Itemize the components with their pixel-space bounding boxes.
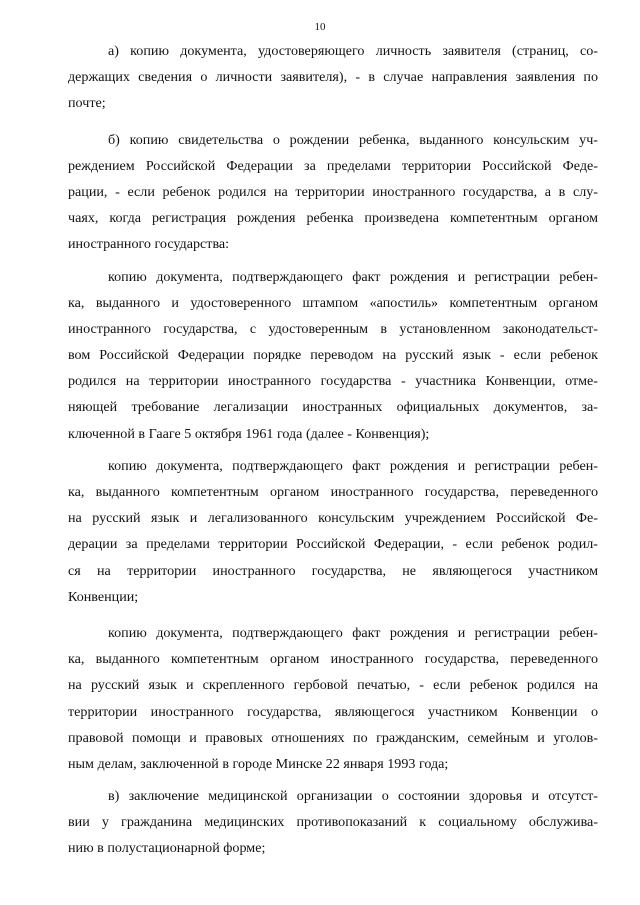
text-line: нию в полустационарной форме;	[68, 840, 266, 857]
text-line: вом Российской Федерации порядке переводом на русский язык - если ребенок	[68, 347, 598, 364]
text-line: чаях, когда регистрация рождения ребенка произведена компетентным органом	[68, 210, 598, 227]
paragraph-legalized	[68, 453, 598, 610]
text-line: няющей требование легализации иностранных официальных документов, за-	[68, 399, 598, 416]
text-line: ным делам, заключенной в городе Минске 22 января 1993 года;	[68, 755, 449, 772]
text-line: территории иностранного государства, являющегося участником Конвенции о	[68, 703, 598, 720]
text-line: копию документа, подтверждающего факт рождения и регистрации ребен-	[108, 457, 598, 474]
paragraph-apostille	[68, 264, 598, 447]
text-line: родился на территории иностранного государства - участника Конвенции, отме-	[68, 373, 598, 390]
text-line: ся на территории иностранного государства, не являющегося участником	[68, 562, 598, 579]
text-line: ка, выданного компетентным органом иностранного государства, переведенного	[68, 651, 598, 668]
text-line: ка, выданного компетентным органом иностранного государства, переведенного	[68, 484, 598, 500]
text-line: Конвенции;	[68, 588, 139, 605]
text-line: а) копию документа, удостоверяющего личность заявителя (страниц, со-	[108, 43, 598, 59]
page-number: 10	[314, 21, 326, 33]
text-line: иностранного государства:	[68, 236, 230, 253]
text-line: почте;	[68, 95, 106, 112]
text-line: ключенной в Гааге 5 октября 1961 года (далее - Конвенция);	[68, 425, 430, 442]
text-line: б) копию свидетельства о рождении ребенка, выданного консульским уч-	[108, 131, 598, 148]
text-line: копию документа, подтверждающего факт рождения и регистрации ребен-	[108, 268, 598, 285]
text-line: дерации за пределами территории Российской Федерации, - если ребенок родил-	[68, 536, 598, 553]
text-line: ка, выданного и удостоверенного штампом «апостиль» компетентным органом	[68, 294, 598, 311]
paragraph-a	[68, 38, 598, 117]
text-line: в) заключение медицинской организации о состоянии здоровья и отсутст-	[108, 788, 598, 805]
text-line: держащих сведения о личности заявителя), - в случае направления заявления по	[68, 69, 598, 86]
text-line: на русский язык и легализованного консульским учреждением Российской Фе-	[68, 510, 598, 527]
text-line: на русский язык и скрепленного гербовой печатью, - если ребенок родился на	[68, 677, 598, 694]
text-line: правовой помощи и правовых отношениях по гражданским, семейным и уголов-	[68, 729, 598, 746]
text-line: копию документа, подтверждающего факт рождения и регистрации ребен-	[108, 624, 598, 641]
text-line: рации, - если ребенок родился на территории иностранного государства, а в слу-	[68, 183, 598, 200]
paragraph-b	[68, 127, 598, 258]
paragraph-v	[68, 783, 598, 862]
text-line: иностранного государства, с удостоверенным в установленном законодательст-	[68, 320, 598, 337]
text-line: реждением Российской Федерации за пределами территории Российской Феде-	[68, 157, 598, 174]
document-body	[68, 38, 598, 862]
text-line: вии у гражданина медицинских противопоказаний к социальному обслужива-	[68, 814, 598, 831]
paragraph-minsk	[68, 620, 598, 777]
